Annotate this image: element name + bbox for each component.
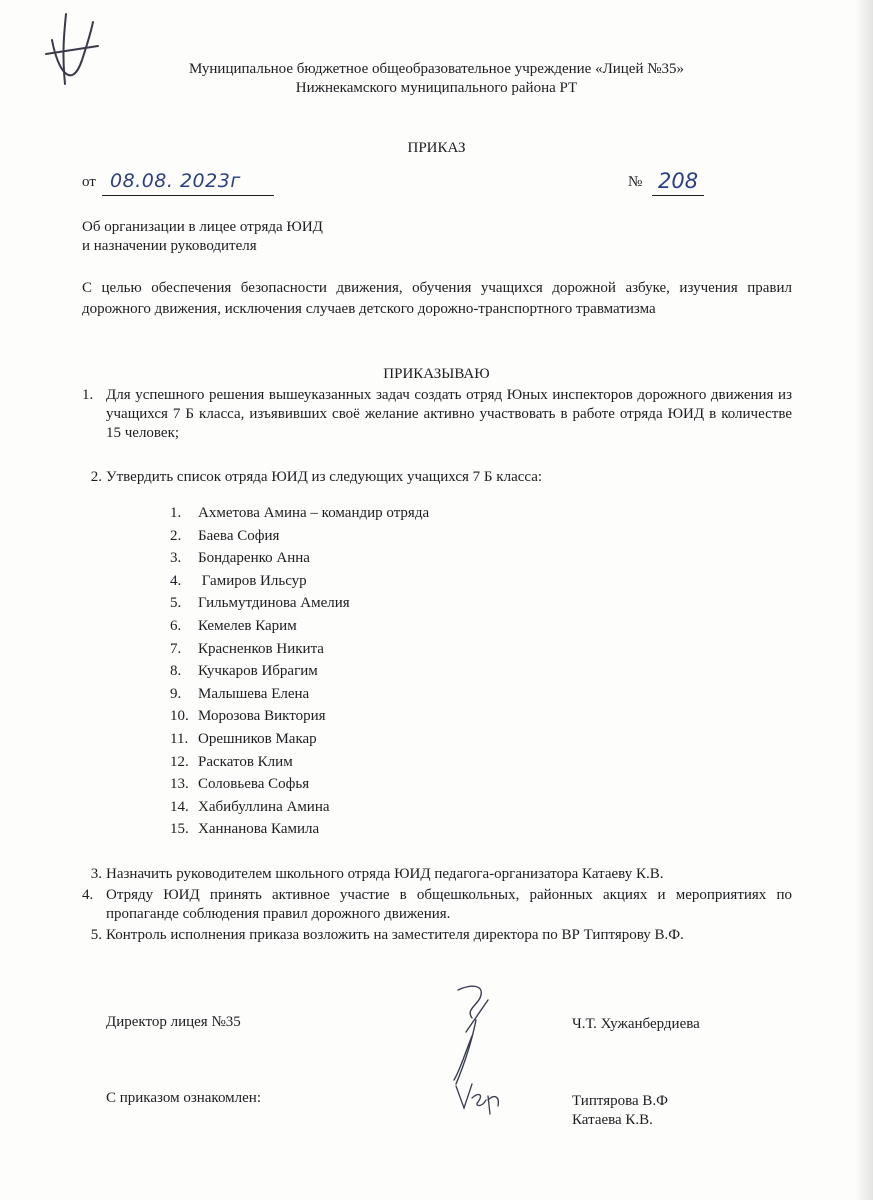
order-title: ПРИКАЗ bbox=[407, 140, 466, 156]
director-label: Директор лицея №35 bbox=[106, 1014, 241, 1030]
order-items-top bbox=[82, 386, 792, 487]
student-name: Гильмутдинова Амелия bbox=[198, 595, 350, 612]
order-item bbox=[90, 926, 792, 945]
student-row bbox=[170, 773, 590, 796]
student-name: Бондаренко Анна bbox=[198, 550, 310, 567]
student-name: Красненков Никита bbox=[198, 640, 324, 657]
preamble-paragraph: С целью обеспечения безопасности движения, обучения учащихся дорожной азбуке, изучения правил дорожного движения, исключения случаев детского дорожно-транспортного травматизма bbox=[82, 280, 792, 317]
student-name: Гамиров Ильсур bbox=[198, 572, 307, 589]
student-name: Кучкаров Ибрагим bbox=[198, 663, 318, 680]
acquainted-names bbox=[572, 1092, 668, 1130]
student-row bbox=[170, 660, 590, 683]
student-number: 3. bbox=[170, 550, 182, 567]
order-item bbox=[82, 886, 792, 924]
student-number: 15. bbox=[170, 821, 189, 838]
item-text: Для успешного решения вышеуказанных задач создать отряд Юных инспекторов дорожного движения из учащихся 7 Б класса, изъявивших своё желание активно участвовать в работе отряда ЮИД в количестве 15 человек; bbox=[106, 387, 792, 441]
student-number: 4. bbox=[170, 572, 182, 589]
director-signature bbox=[436, 980, 516, 1090]
student-row bbox=[170, 570, 590, 593]
item-number: 1. bbox=[82, 387, 94, 403]
student-name: Ханнанова Камила bbox=[198, 821, 320, 838]
subject-line-2: и назначении руководителя bbox=[82, 238, 257, 254]
order-subject bbox=[82, 218, 323, 256]
student-name: Ахметова Амина – командир отряда bbox=[198, 505, 430, 521]
order-items-bottom bbox=[82, 865, 792, 945]
item-number: 4. bbox=[82, 887, 94, 903]
item-number: 2. bbox=[90, 469, 102, 485]
student-row bbox=[170, 705, 590, 728]
student-number: 2. bbox=[170, 527, 182, 544]
student-row bbox=[170, 751, 590, 774]
student-list bbox=[170, 502, 590, 841]
student-row bbox=[170, 818, 590, 841]
student-number: 12. bbox=[170, 753, 189, 770]
date-handwritten: 08.08. 2023г bbox=[110, 170, 241, 192]
acquainted-label: С приказом ознакомлен: bbox=[106, 1090, 262, 1106]
subject-line-1: Об организации в лицее отряда ЮИД bbox=[82, 219, 323, 235]
student-number: 11. bbox=[170, 730, 189, 747]
acquainted-name-2: Катаева К.В. bbox=[572, 1112, 653, 1128]
student-row bbox=[170, 502, 590, 525]
command-heading: ПРИКАЗЫВАЮ bbox=[383, 366, 490, 382]
number-prefix: № bbox=[628, 174, 643, 190]
student-row bbox=[170, 638, 590, 661]
student-number: 7. bbox=[170, 640, 182, 657]
student-name: Малышева Елена bbox=[198, 685, 310, 702]
student-name: Баева София bbox=[198, 527, 280, 544]
student-name: Соловьева Софья bbox=[198, 776, 310, 793]
student-row bbox=[170, 683, 590, 706]
order-item bbox=[90, 468, 792, 487]
order-item bbox=[82, 386, 792, 443]
order-item bbox=[90, 865, 792, 884]
acquainted-signature bbox=[452, 1078, 512, 1118]
student-row bbox=[170, 615, 590, 638]
student-number: 9. bbox=[170, 685, 182, 702]
order-date-line bbox=[82, 170, 282, 198]
student-name: Морозова Виктория bbox=[198, 708, 326, 725]
student-row bbox=[170, 796, 590, 819]
order-number-line bbox=[628, 169, 708, 198]
student-number: 8. bbox=[170, 663, 182, 680]
student-row bbox=[170, 728, 590, 751]
institution-name: Муниципальное бюджетное общеобразовательное учреждение «Лицей №35» bbox=[188, 61, 685, 77]
scan-edge-shadow bbox=[855, 0, 873, 1200]
student-number: 13. bbox=[170, 776, 189, 793]
item-text: Утвердить список отряда ЮИД из следующих учащихся 7 Б класса: bbox=[106, 469, 543, 485]
student-name: Орешников Макар bbox=[198, 730, 317, 747]
student-number: 6. bbox=[170, 617, 182, 634]
item-text: Контроль исполнения приказа возложить на заместителя директора по ВР Типтярову В.Ф. bbox=[106, 927, 684, 943]
item-number: 3. bbox=[90, 866, 102, 882]
student-name: Раскатов Клим bbox=[198, 753, 293, 770]
student-row bbox=[170, 547, 590, 570]
date-underline bbox=[102, 195, 274, 196]
institution-district: Нижнекамского муниципального района РТ bbox=[295, 80, 578, 96]
student-row bbox=[170, 525, 590, 548]
student-name: Кемелев Карим bbox=[198, 617, 297, 634]
item-number: 5. bbox=[90, 927, 102, 943]
student-number: 10. bbox=[170, 708, 189, 725]
number-handwritten: 208 bbox=[658, 169, 699, 193]
director-name: Ч.Т. Хужанбердиева bbox=[572, 1016, 700, 1032]
student-number: 14. bbox=[170, 798, 189, 815]
date-prefix: от bbox=[82, 174, 96, 190]
student-name: Хабибуллина Амина bbox=[198, 798, 330, 815]
student-number: 5. bbox=[170, 595, 182, 612]
item-text: Отряду ЮИД принять активное участие в общешкольных, районных акциях и мероприятиях по пропаганде соблюдения правил дорожного движения. bbox=[106, 887, 792, 922]
student-number: 1. bbox=[170, 505, 182, 521]
institution-header bbox=[0, 60, 873, 98]
student-row bbox=[170, 592, 590, 615]
acquainted-name-1: Типтярова В.Ф bbox=[572, 1093, 668, 1109]
item-text: Назначить руководителем школьного отряда ЮИД педагога-организатора Катаеву К.В. bbox=[106, 866, 664, 882]
number-underline bbox=[652, 195, 704, 196]
